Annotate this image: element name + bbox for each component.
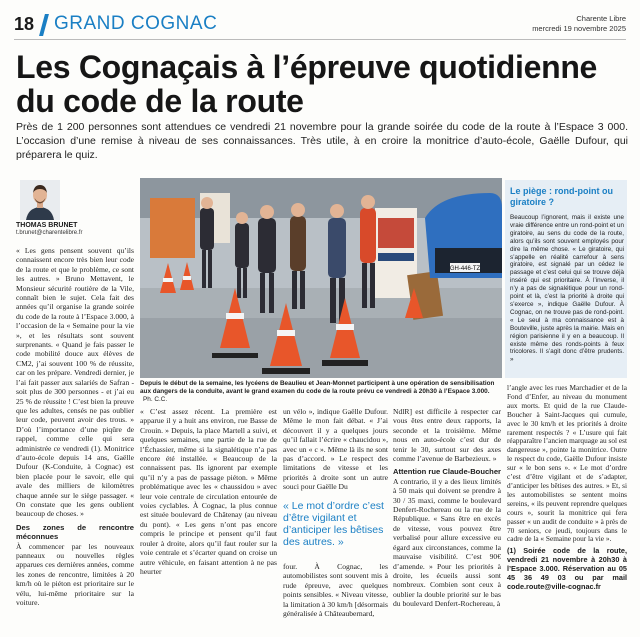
masthead <box>532 14 626 34</box>
article-column-5 <box>507 384 627 592</box>
header-rule <box>14 39 626 40</box>
body-text: NdlR] est difficile à respecter car vous êtes entre deux rapports, la seconde et la troisième. Même nous en auto-école c’est dur de tenir le 30, surtout sur des axes comme l’avenue de Barbezieux. » <box>393 407 501 464</box>
lead-paragraph: Près de 1 200 personnes sont attendues ce vendredi 21 novembre pour la grande soirée du code de la route à l’Espace 3 000. L’occasion d’une remise à niveau de ses connaissances. Très utile, à en croire la monitrice d’auto-école, Gaëlle Dufour, qui préparera le quiz. <box>16 121 628 161</box>
article-column-3-continued <box>283 562 388 618</box>
pull-quote: « Le mot d’ordre c’est d’être vigilant et d’anticiper les bêtises des autres. » <box>283 500 384 548</box>
article-photo <box>140 178 502 378</box>
photo-caption <box>140 380 502 404</box>
body-text: un vélo », indique Gaëlle Dufour. Même le mon fait débat. « J’ai découvert il y a quelques jours qu’il fallait l’écrire « chaucidou », avec un « c ». Même là ils ne sont pas d’accord. » Le respect des limitations de vitesse et les priorités à droite sont un autre souci pour Gaëlle Du <box>283 407 388 492</box>
page-header <box>0 0 640 40</box>
body-text: four. À Cognac, les automobilistes sont souvent mis à rude épreuve, avec quelques points sensibles. « Niveau vitesse, la limitation à 30 km/h [désormais généralisée à Châteaubernard, <box>283 562 388 619</box>
section-title: GRAND COGNAC <box>54 13 218 34</box>
photo-credit: Ph. C.C. <box>143 396 168 403</box>
author-name: THOMAS BRUNET <box>16 222 78 229</box>
article-column-4 <box>393 407 501 609</box>
section-divider <box>39 14 49 36</box>
body-text: A contrario, il y a des lieux limités à 50 mais qui doivent se prendre à 30 / 35 maxi, comme le boulevard Denfert-Rochereau ou la rue de la République. « Sans être en excès de vitesse, vous pouvez être verbalisé pour allure excessive eu égard aux circonstances, comme la mauvaise visibilité. C’est 90€ d’amende. » Pour les priorités à droite, les écueils aussi sont nombreux. Combien sont ceux à oublier la double priorité sur le bas du boulevard Denfert-Rochereau, à <box>393 476 501 609</box>
body-text: l’angle avec les rues Marchadier et de la Fond d’Enfer, au niveau du monument aux morts. Et quid de la rue Claude-Boucher à Saint-Jacques qui cumule, avec le 30 km/h et les priorités à droite rarement respectés ? « L’usure qui fait réapparaître l’ancien marquage au sol est dangereuse », pointe la monitrice. Outre le respect du code, Gaëlle Dufour insiste sur « le bon sens ». « Le mot d’ordre c’est d’être vigilant et de s’adapter, d’anticiper les bêtises des autres. » Et, si les automobilistes se sentent moins sereins, « ils peuvent reprendre quelques cours », sourit la monitrice qui fera passer « un audit de conduite » à près de 70 seniors, ce jeudi, toujours dans le cadre de la « Semaine pour la vie ». <box>507 383 627 544</box>
license-plate: GH-446-TZ <box>449 266 481 272</box>
author-email[interactable]: t.brunet@charentelibre.fr <box>16 230 83 236</box>
body-text: « Les gens pensent souvent qu’ils connaissent encore très bien leur code de la route et que le problème, ce sont les autres. » Bruno Mettavent, le Monsieur sécurité routière de la Vile, connaît bien le sujet. Cela fait des années qu’il organise la grande soirée du code de la route à l’Espace 3.000, à l’occasion de la « Semaine pour la vie », et les résultats sont souvent surprenants. « Quand je fais passer le code mobilité douce aux élèves de CM2, j’ai souvent 100 % de réussite, car on les prépare. Vendredi dernier, je l’ai fait passer aux salariés de Safran - soit plus de 300 personnes - et j’ai eu 25 % de réussite ! C’est bien la preuve que les adultes, censés ne pas oublier leur code, peuvent avoir des trous. » D’où l’importance d’une piqûre de rappel, comme celle qui sera administrée ce vendredi (1). Monitrice d’auto-école depuis 14 ans, Gaëlle Dufour (K-Conduite, à Cognac) est bien placée pour le savoir, elle qui avale des milliers de kilomètres chaque année sur le siège passager. « On constate que les gens oublient beaucoup de choses. » <box>16 246 134 519</box>
body-text: À commencer par les nouveaux panneaux ou nouvelles règles apparues ces dernières années, comme les zones de rencontre, limitées à 20 km/h où le piéton est prioritaire sur le vélu, lui-même prioritaire sur la voiture. <box>16 541 134 608</box>
article-column-3 <box>283 407 388 492</box>
caption-text: Depuis le début de la semaine, les lycéens de Beaulieu et Jean-Monnet participent à une opération de sensibilisation aux dangers de la conduite, avant le grand examen du code de la route prévu ce vendredi à 20h30 à l’Espace 3.000. <box>140 380 495 395</box>
author-avatar <box>20 180 60 220</box>
page-number: 18 <box>14 14 35 34</box>
sidebar-body: Beaucoup l’ignorent, mais il existe une vraie différence entre un rond-point et un giratoire, au sens du code de la route, alors qu’ils sont souvent employés pour dire la même chose. « Le giratoire, qui s’appelle en réalité carrefour à sens giratoire, est signalé par un cédez le passage et c’est celui qui se trouve déjà inséré qui est prioritaire. À l’inverse, il n’y a pas de signalétique pour un rond-point et là, c’est la priorité à droite qui s’exerce », indique Gaëlle Dufour. À Cognac, on ne trouve pas de rond-point. « Le seul à ma connaissance est à Bouteville, juste après la mairie. Mais en région parisienne il y en a beaucoup. Il existe même des ronds-points à feux tricolores. Il s’agit donc d’être prudents. » <box>510 214 624 364</box>
sidebar-title: Le piège : rond-point ou giratoire ? <box>510 186 613 207</box>
article-column-2 <box>140 407 277 576</box>
headline: Les Cognaçais à l’épreuve quotidienne du code de la route <box>16 49 598 119</box>
event-info: (1) Soirée code de la route, vendredi 21 novembre à 20h30 à l’Espace 3.000. Réservation au 05 45 36 49 03 ou par mail code.route@ville-cognac.fr <box>507 546 627 591</box>
paper-name: Charente Libre <box>576 14 626 23</box>
body-text: « C’est assez récent. La première est apparue il y a huit ans environ, rue Basse de Crouin. » Depuis, la place Martell a suivi, et quelques semaines, une partie de la rue de l’Échassier, même si la signalétique n’a pas encore été installée. « Beaucoup de la connaissent pas. Ils ignorent par exemple qu’il n’y a pas de passage piéton. » Même problématique avec les « chaussidou » avec leur voie centrale de circulation entourée de voies cyclables. À Cognac, la plus connue est située boulevard de Châtenay (au niveau du pont). « Les gens n’ont pas encore compris le principe et pensent qu’il faut rouler à droite, alors qu’il faut rouler sur la voie centrale et s’écarter quand on croise un autre véhicule, en faisant attention à ne pas heurter <box>140 407 277 576</box>
subheading: Attention rue Claude-Boucher <box>393 467 502 477</box>
subheading: Des zones de rencontre méconnues <box>16 522 134 542</box>
issue-date: mercredi 19 novembre 2025 <box>532 24 626 33</box>
article-column-1 <box>16 246 134 607</box>
